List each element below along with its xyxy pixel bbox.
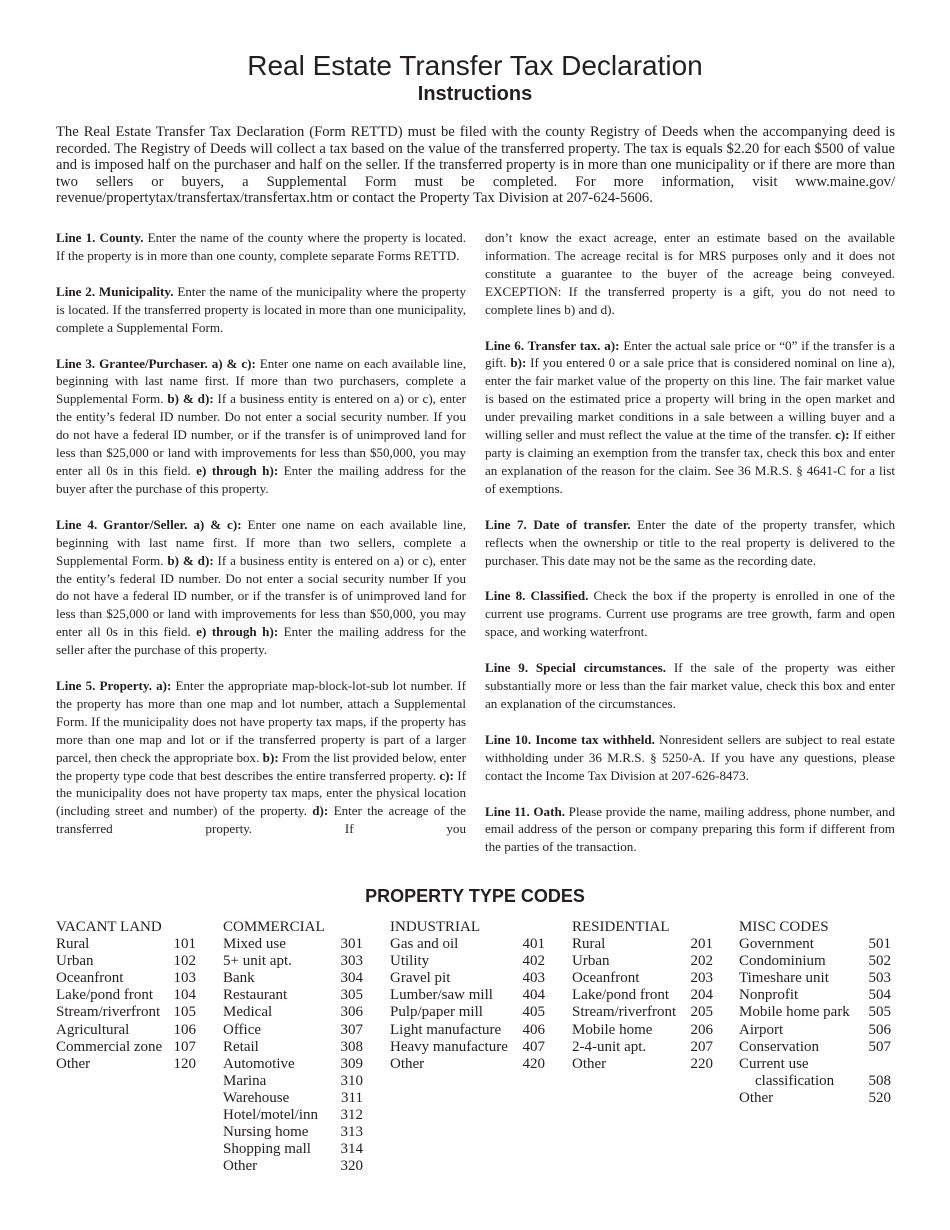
instruction-paragraph <box>485 587 895 641</box>
code-label: Other <box>739 1089 774 1106</box>
code-group <box>739 919 891 1107</box>
line-heading: b) & d): <box>167 552 214 568</box>
code-row <box>739 1039 891 1056</box>
code-row <box>739 970 891 987</box>
code-row <box>572 1004 713 1021</box>
code-row <box>223 1073 363 1090</box>
code-label: classification <box>755 1072 835 1089</box>
line-heading: b): <box>262 749 279 765</box>
code-number: 309 <box>340 1055 363 1072</box>
code-row <box>56 953 196 970</box>
line-heading: Line 11. Oath. <box>485 803 566 819</box>
code-number: 304 <box>340 970 363 987</box>
code-number: 312 <box>340 1107 363 1124</box>
code-row <box>739 1022 891 1039</box>
instruction-paragraph <box>485 731 895 785</box>
code-number: 201 <box>690 936 713 953</box>
code-group <box>56 919 196 1073</box>
code-row <box>223 1039 363 1056</box>
code-label: Marina <box>223 1072 267 1089</box>
code-number: 101 <box>173 936 196 953</box>
code-row <box>739 987 891 1004</box>
code-number: 407 <box>522 1038 545 1055</box>
page-title: Real Estate Transfer Tax Declaration <box>247 50 703 81</box>
code-label: Medical <box>223 1004 273 1021</box>
code-number: 401 <box>522 936 545 953</box>
page-subtitle: Instructions <box>417 83 533 105</box>
code-label: Condominium <box>739 953 826 970</box>
code-label: Pulp/paper mill <box>390 1004 483 1021</box>
line-heading: Line 6. Transfer tax. a): <box>485 337 620 353</box>
code-label: Commercial zone <box>56 1038 163 1055</box>
code-row <box>56 1022 196 1039</box>
left-column <box>56 229 466 856</box>
code-row <box>739 1090 891 1107</box>
code-label: Office <box>223 1021 262 1038</box>
code-row <box>223 987 363 1004</box>
instruction-paragraph <box>56 283 466 337</box>
code-number: 107 <box>173 1038 196 1055</box>
code-row <box>390 1056 545 1073</box>
code-label: Urban <box>572 953 610 970</box>
line-heading: Line 9. Special circumstances. <box>485 660 667 676</box>
code-number: 203 <box>690 970 713 987</box>
line-text: From the list provided below, enter the property type code that best describes the entire transferred property. <box>56 749 467 783</box>
code-row <box>739 936 891 953</box>
code-row <box>56 987 196 1004</box>
code-row <box>572 1039 713 1056</box>
code-label: Gravel pit <box>390 970 451 987</box>
line-text: Check the box if the property is enrolled in one of the current use programs. Current use programs are tree growth, farm and open space, and working waterfront. <box>485 588 895 640</box>
code-row <box>223 1158 363 1175</box>
line-text: Enter the name of the municipality where the property is located. If the transferred property is located in more than one municipality, complete a Supplemental Form. <box>56 283 466 335</box>
code-row <box>572 987 713 1004</box>
code-number: 402 <box>522 953 545 970</box>
code-number: 313 <box>340 1124 363 1141</box>
code-row <box>390 1039 545 1056</box>
line-text: If a business entity is entered on a) or c), enter the entity’s federal ID number. Do not enter a social security number. If you do not have a federal ID number, or if the transfer is of unimproved land for less than $25,000 or land with improvements for less than $50,000, you may enter all 0s in this field. <box>56 391 466 478</box>
instruction-paragraph <box>56 516 466 659</box>
code-number: 206 <box>690 1021 713 1038</box>
intro-paragraph: The Real Estate Transfer Tax Declaration (Form RETTD) must be filed with the county Registry of Deeds when the accompanying deed is recorded. The Registry of Deeds will collect a tax based on the value of the transferred property. The tax is equals $2.20 for each $500 of value and is imposed half on the purchaser and half on the seller. If the transferred property is in more than one municipality or if there are more than two sellers or buyers, a Supplemental Form must be completed. For more information, visit www.maine.gov/ revenue/propertytax/transfertax/transfertax.htm or contact the Property Tax Division at 207-624-5606. <box>56 124 895 207</box>
code-number: 314 <box>340 1141 363 1158</box>
code-group-header: INDUSTRIAL <box>390 919 480 935</box>
code-label: Timeshare unit <box>739 970 829 987</box>
code-number: 105 <box>173 1004 196 1021</box>
code-label: Mobile home park <box>739 1004 850 1021</box>
line-heading: Line 7. Date of transfer. <box>485 516 631 532</box>
line-heading: b) & d): <box>167 391 214 407</box>
code-row <box>390 970 545 987</box>
code-number: 520 <box>868 1089 891 1106</box>
code-label: Gas and oil <box>390 936 459 953</box>
code-label: Rural <box>572 936 606 953</box>
code-number: 504 <box>868 987 891 1004</box>
code-row <box>572 1022 713 1039</box>
code-number: 320 <box>340 1158 363 1175</box>
code-group-header: VACANT LAND <box>56 919 162 935</box>
code-number: 503 <box>868 970 891 987</box>
line-text: If the municipality does not have property tax maps, enter the physical location (including street and number) of the property. <box>56 767 466 819</box>
code-label: Stream/riverfront <box>572 1004 677 1021</box>
code-number: 204 <box>690 987 713 1004</box>
code-label: Heavy manufacture <box>390 1038 508 1055</box>
line-heading: Line 8. Classified. <box>485 588 589 604</box>
code-number: 420 <box>522 1055 545 1072</box>
line-text: Enter the mailing address for the buyer after the purchase of this property. <box>56 462 466 496</box>
code-number: 207 <box>690 1038 713 1055</box>
code-group-header: RESIDENTIAL <box>572 919 670 935</box>
instruction-paragraph <box>485 659 895 713</box>
code-label: Nursing home <box>223 1124 309 1141</box>
code-row <box>572 936 713 953</box>
code-label: Other <box>390 1055 425 1072</box>
line-heading: Line 10. Income tax withheld. <box>485 731 655 747</box>
instruction-paragraph <box>485 337 895 498</box>
code-number: 404 <box>522 987 545 1004</box>
code-row <box>223 1090 363 1107</box>
line-heading: b): <box>510 355 527 371</box>
line-text: If the sale of the property was either substantially more or less than the fair market value, check this box and enter an explanation of the circumstances. <box>485 660 895 711</box>
code-row <box>390 953 545 970</box>
code-row <box>56 1039 196 1056</box>
code-row <box>223 953 363 970</box>
code-label: Hotel/motel/inn <box>223 1107 318 1124</box>
instruction-paragraph <box>485 516 895 570</box>
line-text: Nonresident sellers are subject to real estate withholding under 36 M.R.S. § 5250-A. If you have any questions, please contact the Income Tax Division at 207-626-8473. <box>485 731 895 783</box>
code-label: Oceanfront <box>572 970 640 987</box>
code-number: 306 <box>340 1004 363 1021</box>
code-row <box>739 1004 891 1021</box>
code-label: Warehouse <box>223 1089 290 1106</box>
code-number: 311 <box>341 1089 363 1106</box>
line-heading: e) through h): <box>196 462 279 478</box>
code-number: 220 <box>690 1055 713 1072</box>
codes-title: PROPERTY TYPE CODES <box>365 886 585 906</box>
line-text: Enter the actual sale price or “0” if the transfer is a gift. <box>485 337 895 371</box>
line-text: If a business entity is entered on a) or c), enter the entity’s federal ID number. Do not enter a social security number If you do not have a federal ID number, or if the transfer is of unimproved land for less than $25,000 or land with improvements for less than $50,000, you may enter all 0s in this field. <box>56 552 466 640</box>
instruction-paragraph <box>56 677 466 838</box>
code-label: Light manufacture <box>390 1021 502 1038</box>
line-heading: Line 5. Property. a): <box>56 678 172 694</box>
code-number: 120 <box>173 1055 196 1072</box>
line-text: Enter the appropriate map-block-lot-sub lot number. If the property has more than one map and lot number, attach a Supplemental Form. If the municipality does not have property tax maps, if the property has more than one map and lot or if the transferred property is part of a larger parcel, then check the appropriate box. <box>56 678 466 765</box>
code-label: Bank <box>223 970 255 987</box>
code-row <box>56 1004 196 1021</box>
code-label: 5+ unit apt. <box>223 953 292 970</box>
code-group <box>223 919 363 1175</box>
code-row <box>739 1056 891 1073</box>
code-row <box>223 1107 363 1124</box>
line-heading: Line 3. Grantee/Purchaser. a) & c): <box>56 355 256 371</box>
right-column <box>485 229 895 874</box>
code-label: Retail <box>223 1038 259 1055</box>
code-number: 202 <box>690 953 713 970</box>
code-row <box>223 1124 363 1141</box>
code-number: 508 <box>868 1072 891 1089</box>
code-label: Current use <box>739 1055 809 1072</box>
code-label: Lake/pond front <box>572 987 670 1004</box>
code-row <box>223 1141 363 1158</box>
code-row <box>572 970 713 987</box>
line-heading: d): <box>312 803 329 819</box>
code-label: Other <box>56 1055 91 1072</box>
code-label: Government <box>739 936 814 953</box>
code-label: Nonprofit <box>739 987 799 1004</box>
line-text: Enter one name on each available line, beginning with last name first. If more than two purchasers, complete a Supplemental Form. <box>56 355 466 407</box>
code-row <box>223 936 363 953</box>
code-group <box>390 919 545 1073</box>
line-text: Enter one name on each available line, beginning with last name first. If more than two sellers, complete a Supplemental Form. <box>56 516 466 568</box>
code-row <box>223 1004 363 1021</box>
code-row <box>390 1004 545 1021</box>
line-text: If you entered 0 or a sale price that is considered nominal on line a), enter the fair market value of the property on this line. The fair market value is based on the estimated price a property will bring in the open market and under prevailing market conditions in a sale between a willing buyer and a willing seller and must reflect the value at the time of the transfer. <box>485 355 895 443</box>
code-label: Mobile home <box>572 1021 653 1038</box>
code-number: 403 <box>522 970 545 987</box>
code-number: 501 <box>868 936 891 953</box>
code-number: 310 <box>340 1072 363 1089</box>
code-number: 205 <box>690 1004 713 1021</box>
line-heading: e) through h): <box>196 624 279 640</box>
code-label: Oceanfront <box>56 970 124 987</box>
code-row <box>739 953 891 970</box>
code-number: 307 <box>340 1021 363 1038</box>
code-label: Other <box>572 1055 607 1072</box>
line-text: Enter the name of the county where the property is located. If the property is in more than one county, complete separate Forms RETTD. <box>56 230 467 263</box>
code-number: 301 <box>340 936 363 953</box>
code-label: Shopping mall <box>223 1141 311 1158</box>
line-text: Enter the acreage of the transferred property. If you <box>56 803 466 837</box>
code-number: 505 <box>868 1004 891 1021</box>
code-number: 103 <box>173 970 196 987</box>
code-row <box>390 936 545 953</box>
code-row <box>390 1022 545 1039</box>
code-label: Airport <box>739 1021 784 1038</box>
line-text: Please provide the name, mailing address, phone number, and email address of the person or company preparing this form if different from the parties of the transaction. <box>485 803 895 855</box>
code-label: 2-4-unit apt. <box>572 1038 647 1055</box>
line-heading: Line 4. Grantor/Seller. a) & c): <box>56 516 242 532</box>
code-row <box>572 953 713 970</box>
code-number: 106 <box>173 1021 196 1038</box>
code-label: Rural <box>56 936 90 953</box>
code-number: 104 <box>173 987 196 1004</box>
code-label: Restaurant <box>223 987 288 1004</box>
code-number: 308 <box>340 1038 363 1055</box>
code-number: 303 <box>340 953 363 970</box>
code-group-header: MISC CODES <box>739 919 829 935</box>
line-text: If either party is claiming an exemption from the transfer tax, check this box and enter an explanation of the reason for the claim. See 36 M.R.S. § 4641-C for a list of exemptions. <box>485 427 896 496</box>
code-label: Mixed use <box>223 936 286 953</box>
code-label: Conservation <box>739 1038 819 1055</box>
code-label: Other <box>223 1158 258 1175</box>
code-row <box>572 1056 713 1073</box>
code-label: Lumber/saw mill <box>390 987 493 1004</box>
line-text: Enter the date of the property transfer, which reflects when the ownership or title to the real property is delivered to the purchaser. This date may not be the same as the recording date. <box>485 516 895 568</box>
code-label: Utility <box>390 953 430 970</box>
instruction-paragraph <box>56 355 466 498</box>
code-label: Stream/riverfront <box>56 1004 161 1021</box>
code-row <box>390 987 545 1004</box>
code-row <box>223 1056 363 1073</box>
instruction-paragraph <box>485 803 895 857</box>
code-label: Lake/pond front <box>56 987 154 1004</box>
code-number: 405 <box>522 1004 545 1021</box>
code-label: Agricultural <box>56 1021 130 1038</box>
code-number: 305 <box>340 987 363 1004</box>
line-heading: Line 1. County. <box>56 230 144 245</box>
instruction-paragraph <box>485 229 895 319</box>
code-row <box>739 1073 891 1090</box>
line-heading: c): <box>439 767 454 783</box>
code-row <box>223 1022 363 1039</box>
code-number: 102 <box>173 953 196 970</box>
code-number: 506 <box>868 1021 891 1038</box>
line-heading: c): <box>835 427 850 443</box>
line-text: Enter the mailing address for the seller after the purchase of this property. <box>56 624 466 658</box>
code-number: 502 <box>868 953 891 970</box>
code-row <box>56 936 196 953</box>
code-label: Urban <box>56 953 94 970</box>
line-text: don’t know the exact acreage, enter an estimate based on the available information. The acreage recital is for MRS purposes only and it does not constitute a guarantee to the buyer of the acreage being conveyed. EXCEPTION: If the transferred property is a gift, you do not need to complete lines b) and d). <box>485 230 895 317</box>
code-group-header: COMMERCIAL <box>223 919 325 935</box>
code-row <box>223 970 363 987</box>
code-row <box>56 970 196 987</box>
code-number: 507 <box>868 1038 891 1055</box>
instruction-paragraph <box>56 229 466 265</box>
code-row <box>56 1056 196 1073</box>
code-label: Automotive <box>223 1055 295 1072</box>
code-number: 406 <box>522 1021 545 1038</box>
code-group <box>572 919 713 1073</box>
line-heading: Line 2. Municipality. <box>56 283 174 299</box>
